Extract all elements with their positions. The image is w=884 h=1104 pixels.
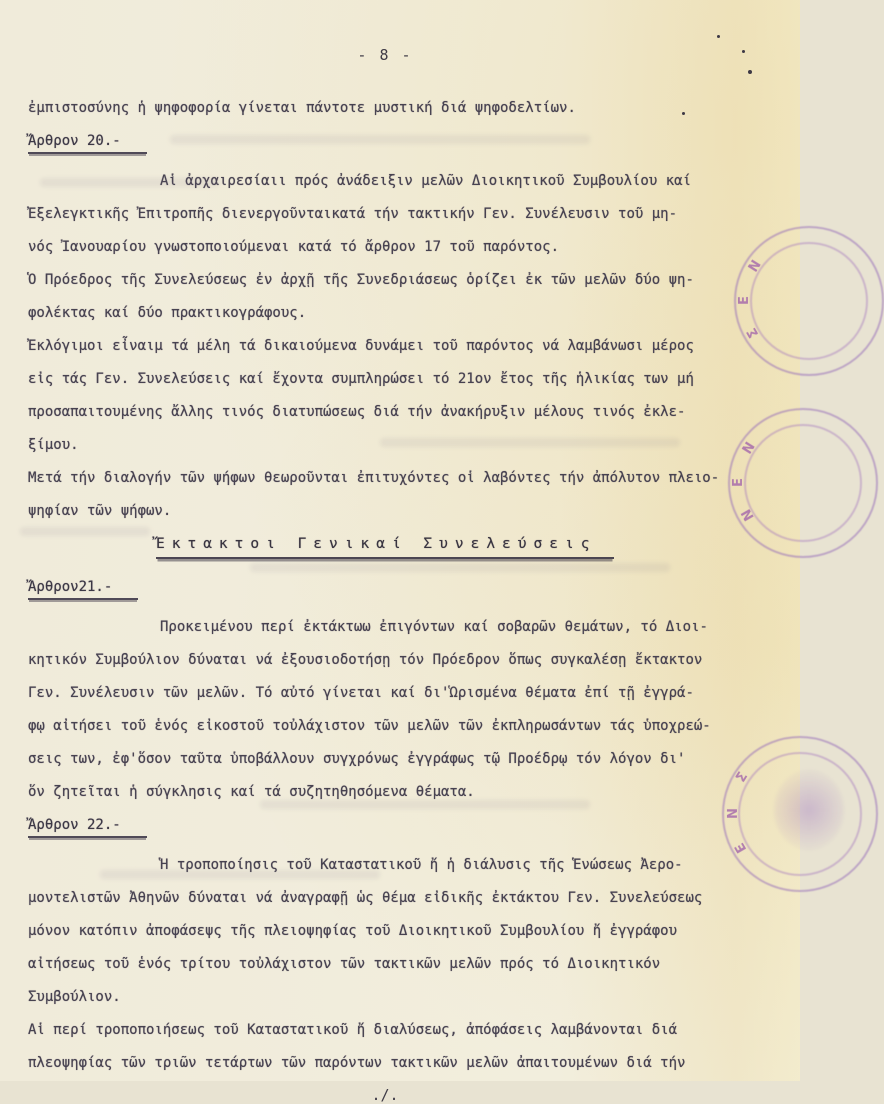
text-line: προσαπαιτουμένης ἄλλης τινός διατυπώσεως διά τήν ἀνακήρυξιν μέλους τινός ἐκλε- <box>28 404 686 420</box>
bleedthrough-smudge <box>250 563 670 572</box>
text-line: φολέκτας καί δύο πρακτικογράφους. <box>28 305 307 321</box>
stamp-letter: Ν <box>725 808 741 819</box>
text-line: Ἡ τροποποίησις τοῦ Καταστατικοῦ ἤ ἡ διάλυσις τῆς Ἑνώσεως Ἀερο- <box>160 857 683 873</box>
article-heading: Ἄρθρον 22.- <box>28 815 742 838</box>
text-line: μόνον κατόπιν ἀποφάσεψς τῆς πλειοψηφίας τοῦ Διοικητικοῦ Συμβουλίου ἤ ἐγγράφου <box>28 923 678 939</box>
stamp-letter: Ε <box>732 839 751 855</box>
text-lines <box>28 98 742 1073</box>
text-line: Μετά τήν διαλογήν τῶν ψήφων θεωροῦνται ἐπιτυχόντες οἱ λαβόντες τήν ἀπόλυτον πλειο- <box>28 470 720 486</box>
stamp-letter: Σ <box>733 770 752 786</box>
text-line: ψηφίαν τῶν ψήφων. <box>28 503 172 519</box>
stamp-letter: Ν <box>745 257 765 276</box>
text-line: Ὁ Πρόεδρος τῆς Συνελεύσεως ἐν ἀρχῇ τῆς Συνεδριάσεως ὁρίζει ἐκ τῶν μελῶν δύο ψη- <box>28 272 694 288</box>
stamp-letter: Σ <box>744 324 762 341</box>
stamp-letter: Ε <box>730 478 746 487</box>
paper-speck <box>748 70 752 74</box>
stamp-letter: Ν <box>739 439 759 458</box>
text-line: αἰτήσεως τοῦ ἑνός τρίτου τοὐλάχιστον τῶν τακτικῶν μελῶν πρός τό Διοικητικόν <box>28 956 661 972</box>
text-line: Προκειμένου περί ἐκτάκτωω ἐπιγόντων καί σοβαρῶν θεμάτων, τό Διοι- <box>160 619 708 635</box>
bleedthrough-smudge <box>260 800 590 809</box>
text-line: σεις των, ἐφ'ὅσον ταῦτα ὑποβάλλουν συγχρόνως ἐγγράφως τῷ Προέδρῳ τόν λόγον δι' <box>28 751 686 767</box>
text-line: ὅν ζητεῖται ἡ σύγκλησις καί τά συζητηθησόμενα θέματα. <box>28 784 475 800</box>
article-heading: Ἄρθρον21.- <box>28 577 742 600</box>
text-line: εἰς τάς Γεν. Συνελεύσεις καί ἔχοντα συμπληρώσει τό 21ον ἔτος τῆς ἡλικίας των μή <box>28 371 694 387</box>
paper-speck <box>742 50 745 53</box>
text-line: Γεν. Συνέλευσιν τῶν μελῶν. Τό αὐτό γίνεται καί δι'Ὡρισμένα θέματα ἐπί τῇ ἐγγρά- <box>28 685 694 701</box>
bleedthrough-smudge <box>170 135 590 144</box>
page-number: - 8 - <box>357 46 413 64</box>
text-line: Αἱ περί τροποποιήσεως τοῦ Καταστατικοῦ ἤ διαλύσεως, ἀπόφάσεις λαμβάνονται διά <box>28 1022 678 1038</box>
bleedthrough-smudge <box>40 178 220 187</box>
text-line: πλεοψηφίας τῶν τριῶν τετάρτων τῶν παρόντων τακτικῶν μελῶν ἀπαιτουμένων διά τήν <box>28 1055 686 1071</box>
text-line: ἐμπιστοσύνης ἡ ψηφοφορία γίνεται πάντοτε μυστική διά ψηφοδελτίων. <box>28 100 576 116</box>
text-line: μοντελιστῶν Ἀθηνῶν δύναται νά ἀναγραφῇ ὡς θέμα εἰδικῆς ἐκτάκτου Γεν. Συνελεύσεως <box>28 890 703 906</box>
text-line: Αἱ ἀρχαιρεσίαιι πρός ἀνάδειξιν μελῶν Διοικητικοῦ Συμβουλίου καί <box>160 173 692 189</box>
text-line: νός Ἰανουαρίου γνωστοποιούμεναι κατά τό ἄρθρον 17 τοῦ παρόντος. <box>28 239 560 255</box>
bleedthrough-smudge <box>100 870 380 879</box>
stamp-letter: Ν <box>738 506 758 523</box>
bleedthrough-smudge <box>20 527 150 536</box>
text-line: ξίμου. <box>28 437 79 453</box>
text-line: Ἐκλόγιμοι εἶναιμ τά μέλη τά δικαιούμενα δυνάμει τοῦ παρόντος νά λαμβάνωσι μέρος <box>28 338 694 354</box>
text-line: Συμβούλιον. <box>28 989 121 1005</box>
text-line: κητικόν Συμβούλιον δύναται νά ἐξουσιοδοτήσῃ τόν Πρόεδρον ὅπως συγκαλέσῃ ἔκτακτον <box>28 652 703 668</box>
paper-speck <box>717 35 720 38</box>
stamp-letter: Ε <box>736 296 752 305</box>
text-line: Ἐξελεγκτικῆς Ἐπιτροπῆς διενεργοῦνταικατά τήν τακτικήν Γεν. Συνέλευσιν τοῦ μη- <box>28 206 678 222</box>
section-heading: Ἔκτακτοι Γενικαί Συνελεύσεις <box>28 534 742 559</box>
text-line: φῳ αἰτήσει τοῦ ἑνός εἰκοστοῦ τοὐλάχιστον τῶν μελῶν τῶν ἐκπληρωσάντων τάς ὑποχρεώ- <box>28 718 711 734</box>
bleedthrough-smudge <box>380 438 680 447</box>
continuation-mark: ./. <box>371 1086 399 1104</box>
paper-speck <box>682 112 685 115</box>
article-heading: Ἄρθρον 20.- <box>28 131 742 154</box>
